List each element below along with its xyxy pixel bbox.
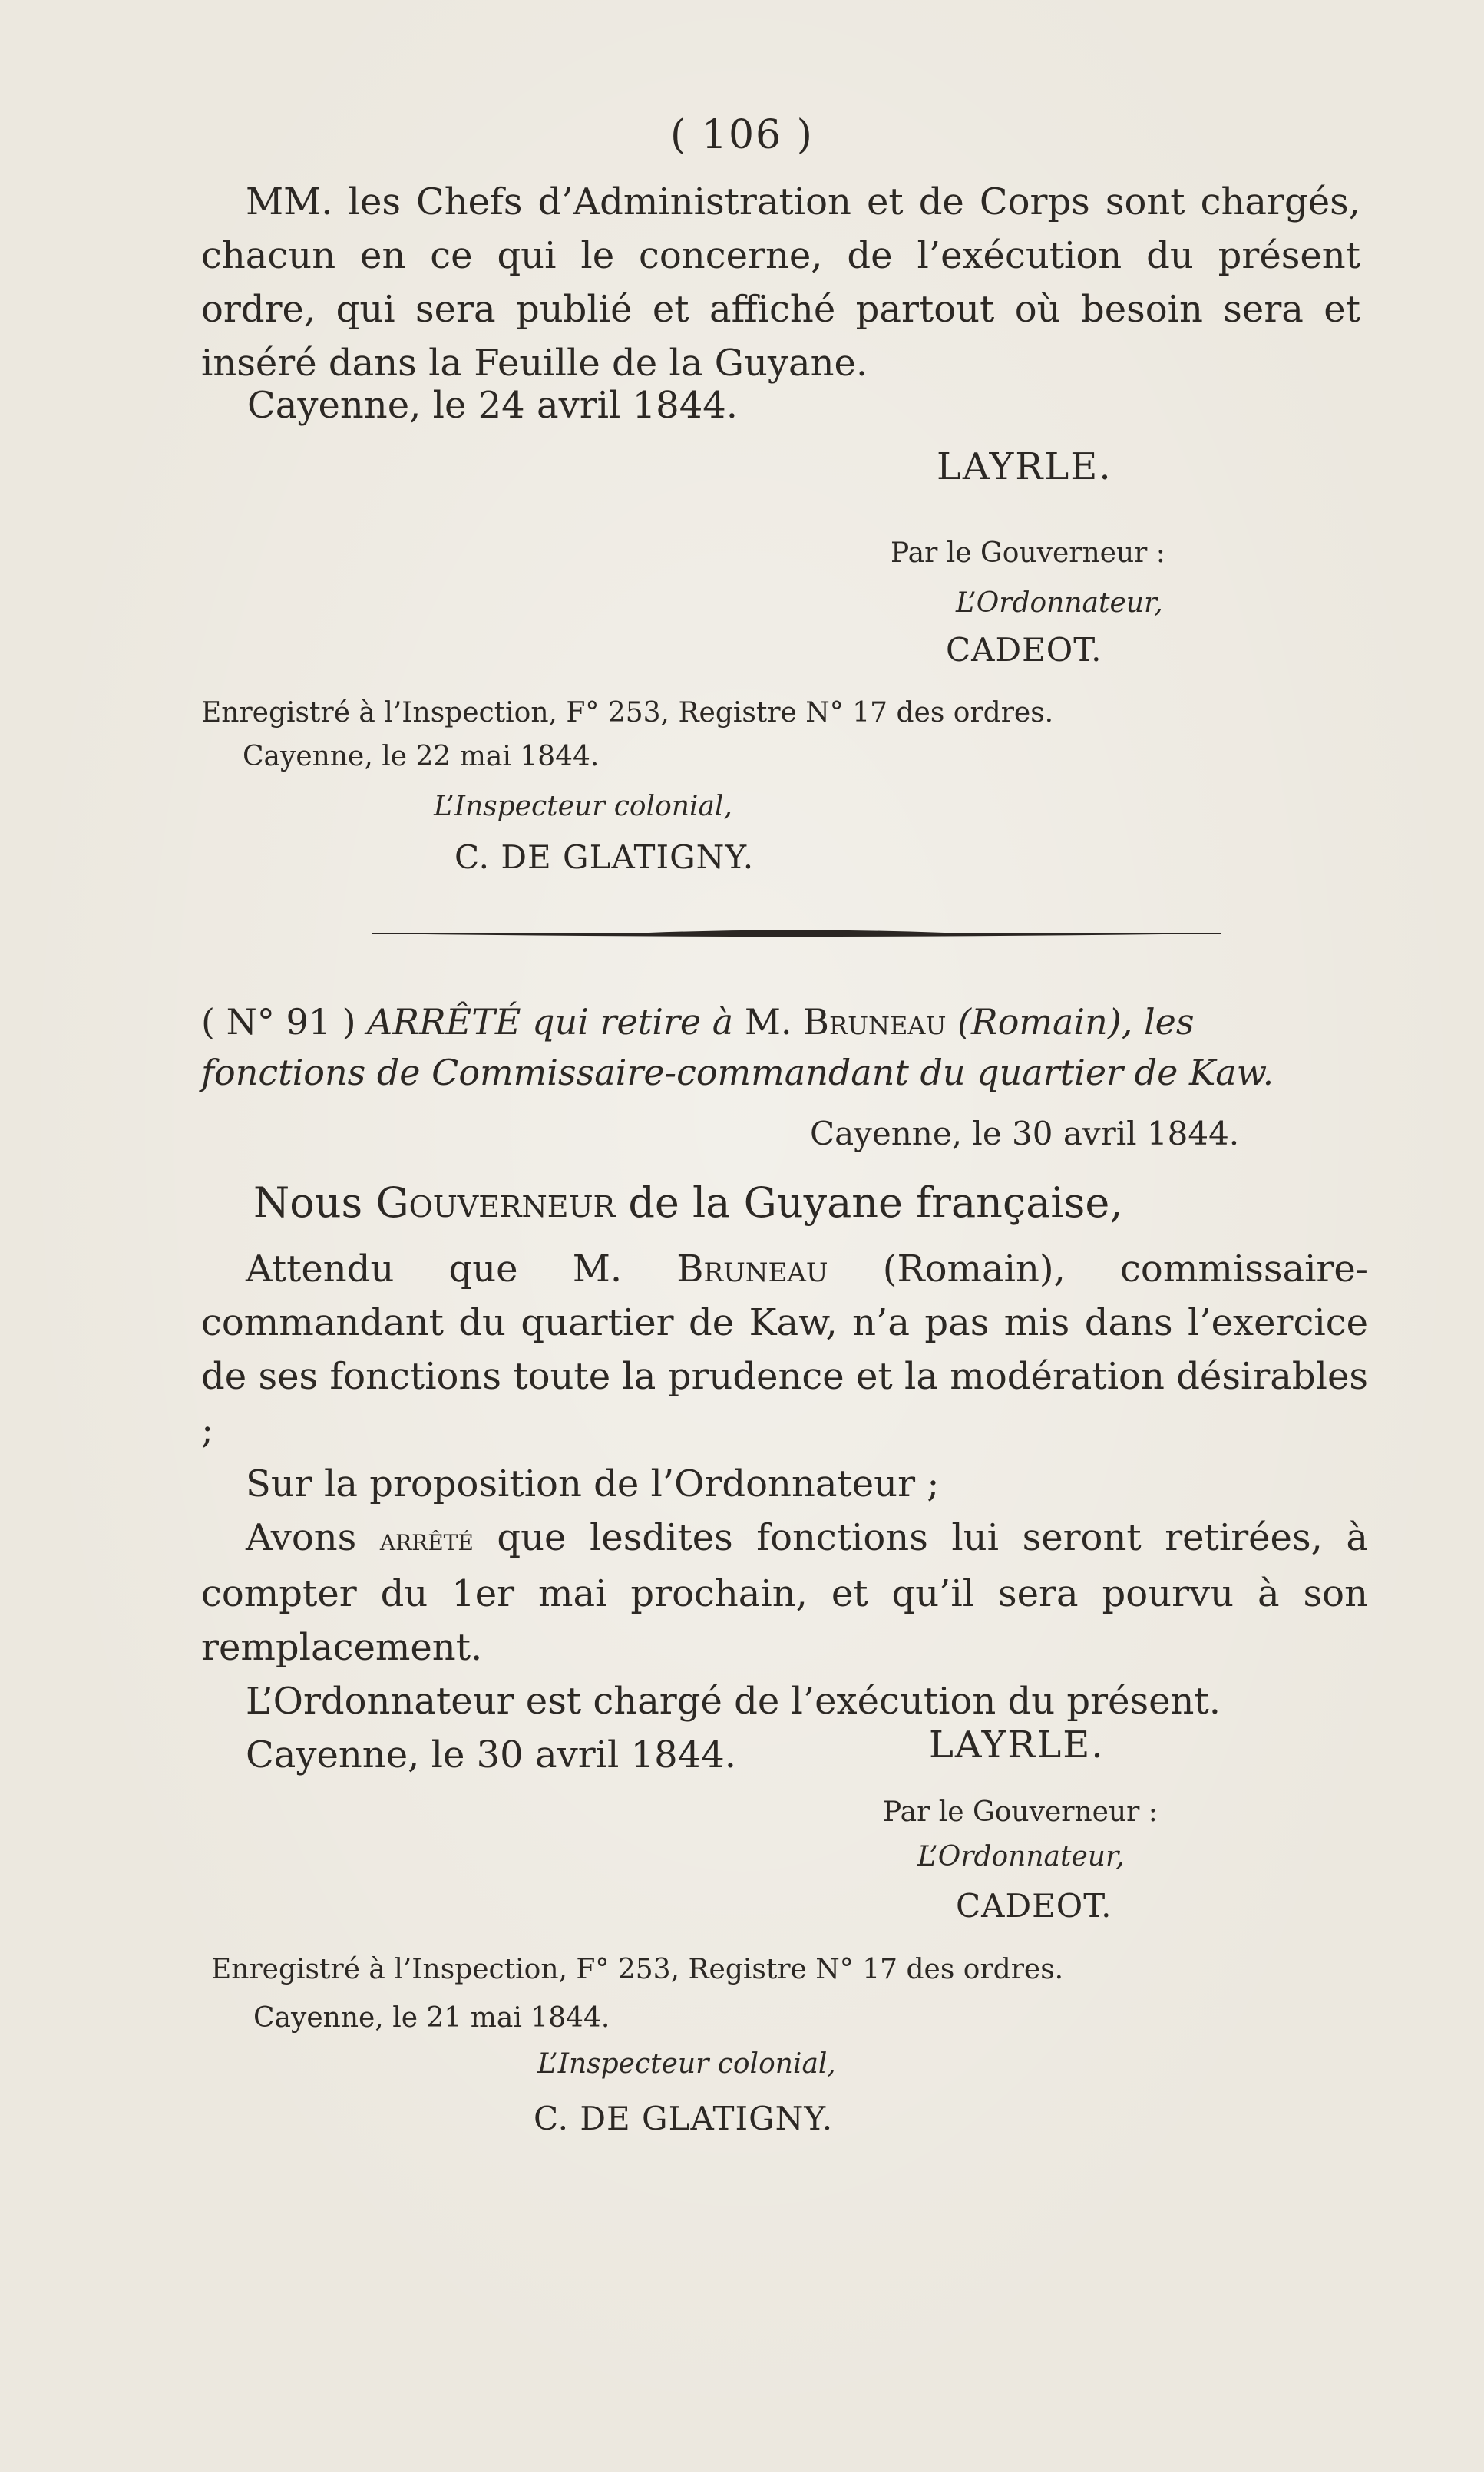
whereas-name: Bruneau	[676, 1248, 828, 1291]
decree-title-part2: (Romain), les	[957, 1001, 1195, 1043]
decree-date-header: Cayenne, le 30 avril 1844.	[810, 1115, 1240, 1152]
decree-body	[201, 1242, 1368, 1782]
decree-governor-signature: LAYRLE.	[929, 1723, 1105, 1766]
ordonnateur-name: CADEOT.	[946, 631, 1102, 669]
decree-date-line: Cayenne, le 30 avril 1844.	[246, 1733, 737, 1776]
closing-paragraph	[201, 175, 1360, 390]
by-governor-label: Par le Gouverneur :	[891, 537, 1165, 569]
decree-ordonnateur-title: L’Ordonnateur,	[917, 1841, 1125, 1872]
decree-registration-line: Enregistré à l’Inspection, F° 253, Registre N° 17 des ordres.	[211, 1954, 1064, 1985]
decree-paragraph-decision	[201, 1511, 1368, 1674]
inspector-name: C. DE GLATIGNY.	[454, 838, 755, 876]
ordonnateur-title: L’Ordonnateur,	[956, 587, 1163, 619]
decree-paragraph-whereas	[201, 1242, 1368, 1457]
decree-paragraph-proposal: Sur la proposition de l’Ordonnateur ;	[246, 1462, 940, 1505]
decree-inspector-title: L’Inspecteur colonial,	[537, 2048, 836, 2080]
decree-heading	[201, 996, 1376, 1098]
decree-title-part1: ARRÊTÉ qui retire à	[367, 1001, 734, 1043]
decree-registration-date: Cayenne, le 21 mai 1844.	[253, 2002, 610, 2034]
decision-word: arrêté	[379, 1522, 474, 1558]
governor-signature: LAYRLE.	[937, 445, 1112, 488]
decree-inspector-name: C. DE GLATIGNY.	[534, 2100, 834, 2137]
decree-ordonnateur-name: CADEOT.	[956, 1887, 1112, 1925]
opening-title: Gouverneur	[375, 1178, 616, 1227]
order-date-line: Cayenne, le 24 avril 1844.	[247, 384, 739, 427]
decree-number: ( N° 91 )	[201, 1001, 356, 1043]
decree-heading-line2: fonctions de Commissaire-commandant du quartier de Kaw.	[201, 1052, 1274, 1093]
registration-date: Cayenne, le 22 mai 1844.	[243, 741, 600, 772]
section-divider	[372, 927, 1221, 940]
decree-heading-line1	[201, 996, 1376, 1047]
registration-line: Enregistré à l’Inspection, F° 253, Registre N° 17 des ordres.	[201, 697, 1054, 729]
closing-paragraph-text: MM. les Chefs d’Administration et de Corps sont chargés, chacun en ce qui le concerne, de l’exécution du présent ordre, qui sera publié et affiché partout où besoin sera et inséré dans la Feuille de la Guyane.	[201, 180, 1360, 385]
opening-part2: de la Guyane française,	[628, 1178, 1123, 1227]
inspector-title: L’Inspecteur colonial,	[434, 791, 732, 822]
decision-part1: Avons	[246, 1516, 357, 1559]
decree-title-name: M. Bruneau	[744, 1001, 947, 1043]
decision-part2: que lesdites fonctions lui seront retirées, à compter du 1er mai prochain, et qu’il sera pourvu à son remplacement.	[201, 1516, 1369, 1669]
decree-opening	[253, 1178, 1123, 1227]
whereas-part2: (Romain), commissaire-commandant du quartier de Kaw, n’a pas mis dans l’exercice de ses fonctions toute la prudence et la modération désirables ;	[201, 1248, 1368, 1452]
decree-by-governor-label: Par le Gouverneur :	[883, 1796, 1158, 1828]
whereas-part1: Attendu que M.	[246, 1248, 623, 1291]
page-number: ( 106 )	[670, 112, 814, 158]
decree-paragraph-execution: L’Ordonnateur est chargé de l’exécution du présent.	[246, 1680, 1221, 1723]
opening-part1: Nous	[253, 1178, 363, 1227]
